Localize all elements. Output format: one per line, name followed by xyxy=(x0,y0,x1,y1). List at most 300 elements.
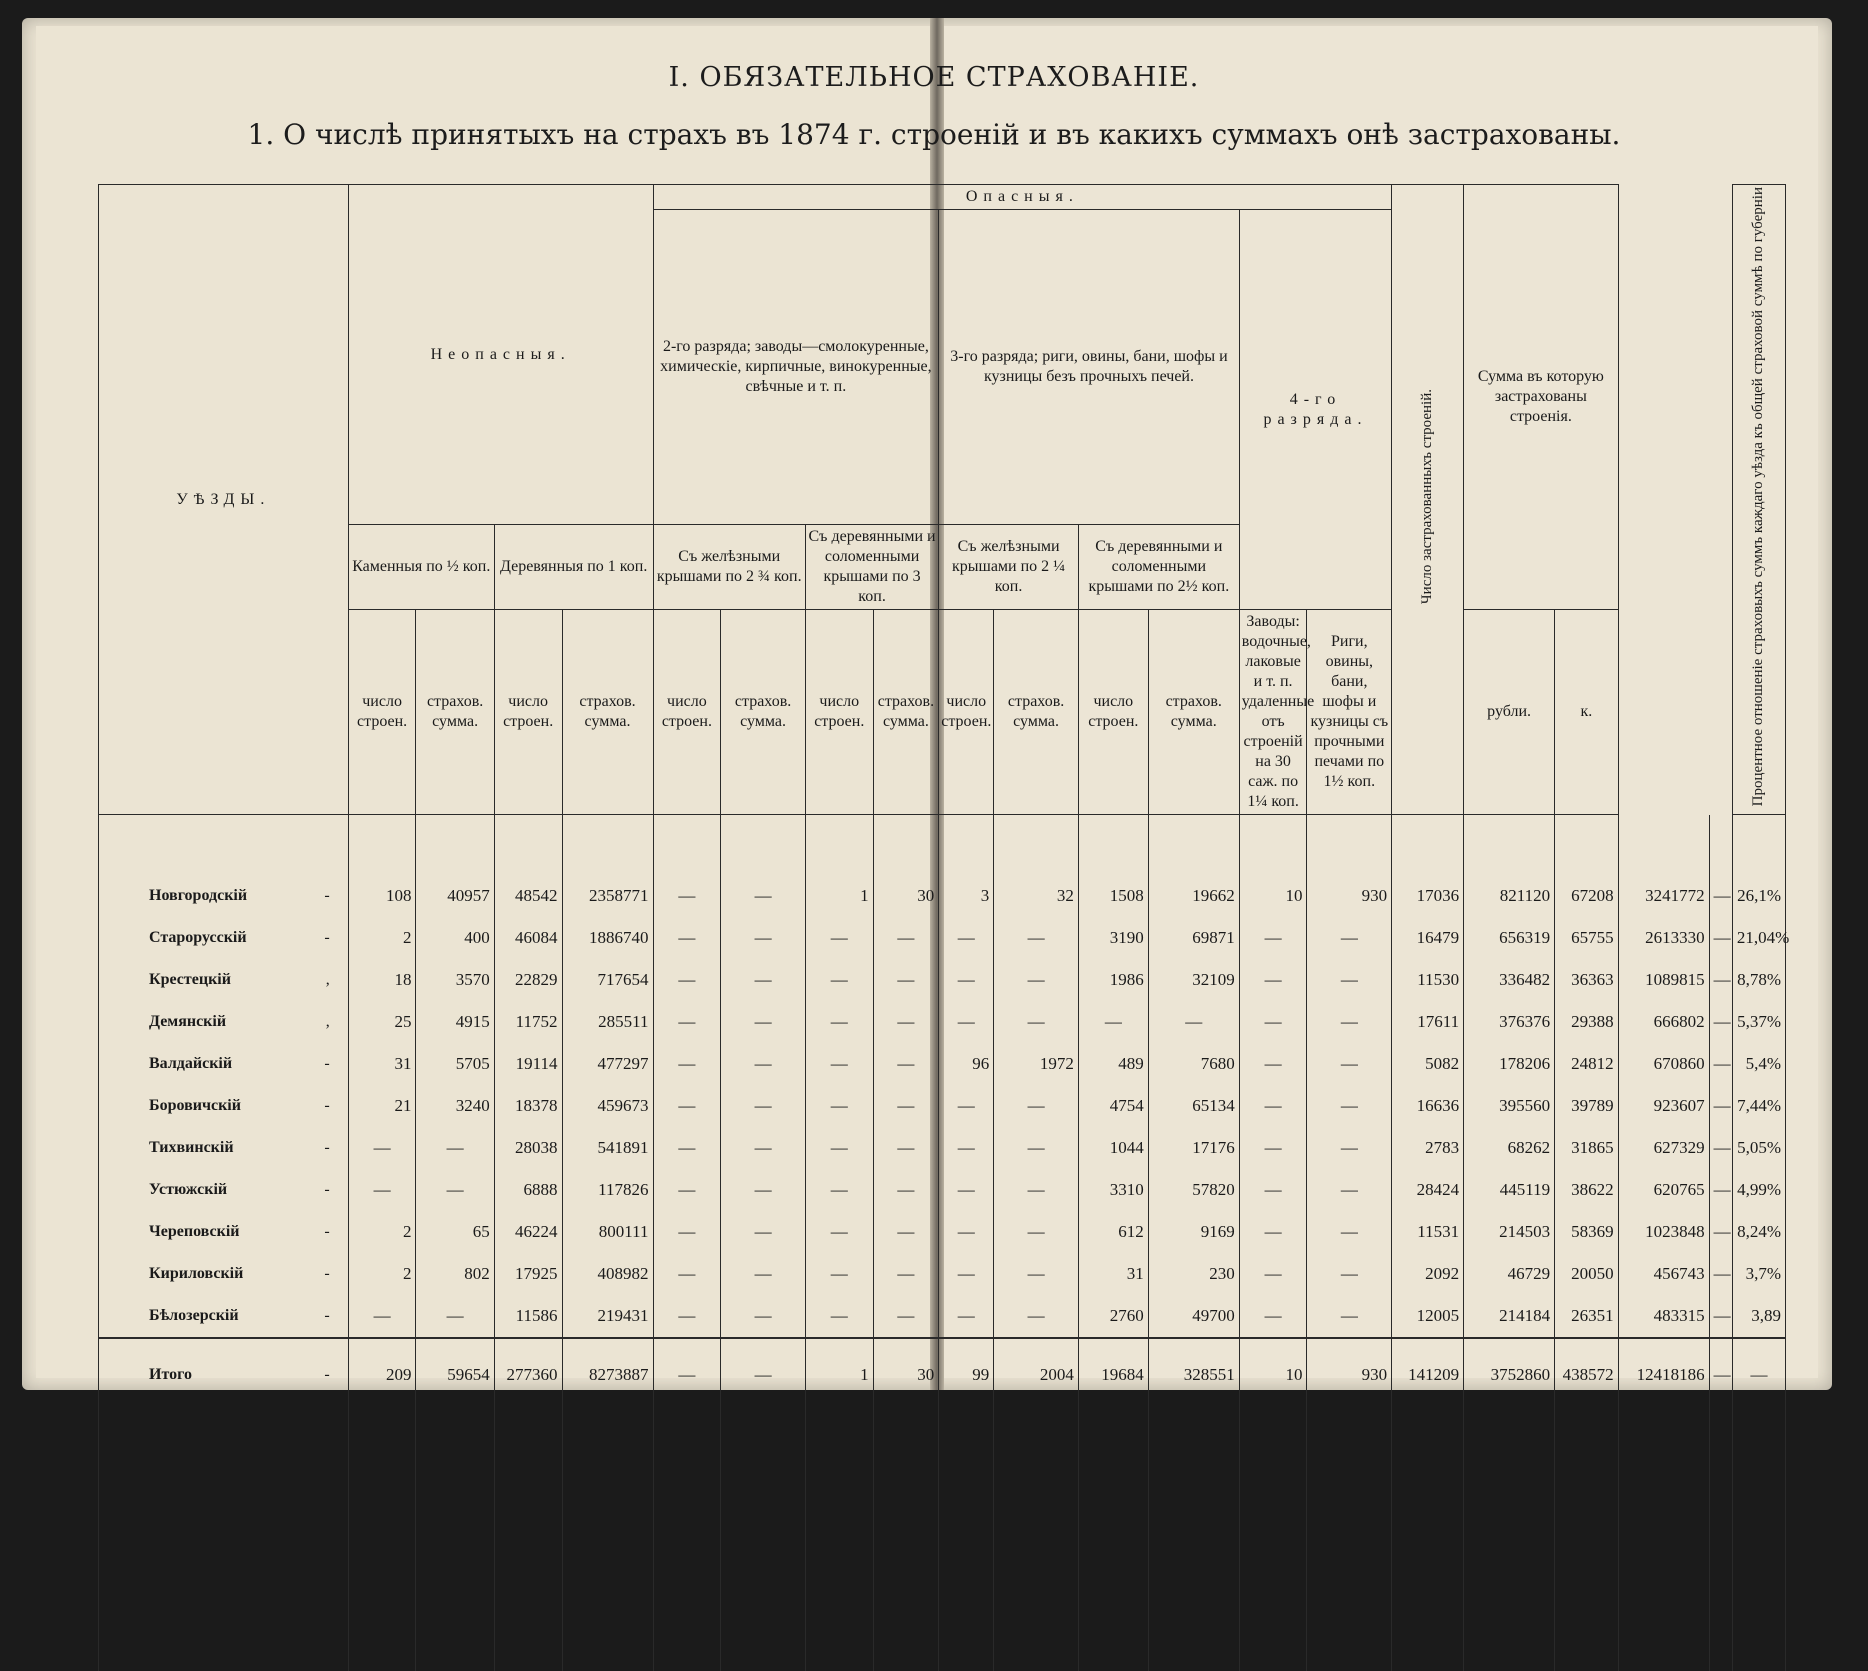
table-cell: 67208 xyxy=(1555,815,1619,918)
table-cell: — xyxy=(1239,1295,1307,1338)
table-cell: 5082 xyxy=(1392,1043,1464,1085)
table-cell: 328551 xyxy=(1148,1338,1239,1411)
table-cell: — xyxy=(1307,917,1392,959)
header-chislo: число строен. xyxy=(939,610,994,815)
table-cell: 17611 xyxy=(1392,1001,1464,1043)
table-cell: 2 xyxy=(348,1253,416,1295)
table-cell: — xyxy=(994,1001,1079,1043)
table-cell: 31865 xyxy=(1555,1127,1619,1169)
table-cell xyxy=(1148,1411,1239,1671)
table-cell xyxy=(348,1411,416,1671)
district-name-text: Крестецкій xyxy=(149,971,231,989)
table-cell: — xyxy=(653,1127,721,1169)
table-cell: — xyxy=(653,1338,721,1411)
district-name-text: Новгородскій xyxy=(149,887,248,905)
table-cell: — xyxy=(653,1253,721,1295)
district-mark: - xyxy=(324,887,330,905)
table-cell: 395560 xyxy=(1464,1085,1555,1127)
header-4razryad: 4-го разряда. xyxy=(1239,210,1391,610)
table-cell: 656319 xyxy=(1464,917,1555,959)
table-cell: — xyxy=(1307,1127,1392,1169)
table-cell: — xyxy=(1709,1338,1732,1411)
table-cell: — xyxy=(1307,1001,1392,1043)
table-cell: 19662 xyxy=(1148,815,1239,918)
insurance-table xyxy=(98,184,1790,1671)
table-cell: 68262 xyxy=(1464,1127,1555,1169)
table-cell xyxy=(721,1411,806,1671)
table-cell: — xyxy=(1709,917,1732,959)
table-cell: 612 xyxy=(1078,1211,1148,1253)
table-cell: 483315 xyxy=(1618,1295,1709,1338)
table-cell: 10 xyxy=(1239,815,1307,918)
table-cell: 19684 xyxy=(1078,1338,1148,1411)
table-cell: 57820 xyxy=(1148,1169,1239,1211)
table-cell xyxy=(805,1411,873,1671)
table-cell: — xyxy=(1148,1001,1239,1043)
header-strakh: страхов. сумма. xyxy=(873,610,939,815)
table-cell: 21,04% xyxy=(1732,917,1785,959)
table-cell: — xyxy=(873,959,939,1001)
table-cell: — xyxy=(1307,1211,1392,1253)
table-cell xyxy=(494,1411,562,1671)
table-cell: 2004 xyxy=(994,1338,1079,1411)
table-cell: 11530 xyxy=(1392,959,1464,1001)
header-zhelez-234: Съ желѣзными крышами по 2 ¾ коп. xyxy=(653,525,805,610)
table-cell: 26,1% xyxy=(1732,815,1785,918)
header-zavody-114: Заводы: водочные, лаковые и т. п. удаленные отъ строеній на 30 саж. по 1¼ коп. xyxy=(1239,610,1307,815)
table-cell: 65134 xyxy=(1148,1085,1239,1127)
header-chislo: число строен. xyxy=(1078,610,1148,815)
district-name xyxy=(99,917,349,959)
table-cell: 32109 xyxy=(1148,959,1239,1001)
table-cell xyxy=(1709,1411,1732,1671)
table-cell: — xyxy=(873,1127,939,1169)
district-name xyxy=(99,1085,349,1127)
table-cell: — xyxy=(805,1211,873,1253)
table-cell: — xyxy=(1307,1043,1392,1085)
table-cell: — xyxy=(805,1169,873,1211)
table-cell: — xyxy=(653,1001,721,1043)
total-row xyxy=(99,1338,1786,1411)
table-cell: 22829 xyxy=(494,959,562,1001)
table-cell: 12418186 xyxy=(1618,1338,1709,1411)
table-cell xyxy=(1732,1411,1785,1671)
table-cell: — xyxy=(1239,1043,1307,1085)
table-cell: 1508 xyxy=(1078,815,1148,918)
table-cell xyxy=(1464,1411,1555,1671)
table-cell: — xyxy=(1709,1127,1732,1169)
table-row xyxy=(99,1127,1786,1169)
table-cell: 489 xyxy=(1078,1043,1148,1085)
table-cell: — xyxy=(805,1253,873,1295)
table-cell: 620765 xyxy=(1618,1169,1709,1211)
table-cell: — xyxy=(994,1169,1079,1211)
table-cell: 108 xyxy=(348,815,416,918)
table-cell: — xyxy=(653,917,721,959)
table-cell xyxy=(1392,1411,1464,1671)
table-cell: 445119 xyxy=(1464,1169,1555,1211)
table-cell: — xyxy=(873,1085,939,1127)
table-cell: — xyxy=(873,1295,939,1338)
table-cell xyxy=(99,1411,349,1671)
table-cell: 16479 xyxy=(1392,917,1464,959)
district-mark: , xyxy=(325,1013,330,1031)
table-cell: 3240 xyxy=(416,1085,494,1127)
table-cell: — xyxy=(653,959,721,1001)
table-cell: — xyxy=(1709,1001,1732,1043)
table-title-text: 1. О числѣ принятыхъ на страхъ въ 1874 г. строеній и въ какихъ суммахъ онѣ застрахованы. xyxy=(247,118,1621,151)
table-cell: 821120 xyxy=(1464,815,1555,918)
table-cell: 4,99% xyxy=(1732,1169,1785,1211)
table-cell xyxy=(994,1411,1079,1671)
table-cell: — xyxy=(805,959,873,1001)
header-strakh: страхов. сумма. xyxy=(1148,610,1239,815)
table-cell: 3190 xyxy=(1078,917,1148,959)
table-cell: — xyxy=(939,1127,994,1169)
header-protsent xyxy=(1732,185,1785,815)
table-row xyxy=(99,815,1786,918)
table-cell: — xyxy=(873,1001,939,1043)
table-cell: — xyxy=(1239,1253,1307,1295)
header-zhelez-214: Съ желѣзными крышами по 2 ¼ коп. xyxy=(939,525,1079,610)
header-strakh: страхов. сумма. xyxy=(562,610,653,815)
header-neopasnye: Неопасныя. xyxy=(348,185,653,525)
table-cell: — xyxy=(1239,917,1307,959)
district-name xyxy=(99,1127,349,1169)
table-row xyxy=(99,1043,1786,1085)
table-cell: 230 xyxy=(1148,1253,1239,1295)
table-cell: 11752 xyxy=(494,1001,562,1043)
table-cell: — xyxy=(1709,1211,1732,1253)
table-cell: — xyxy=(348,1127,416,1169)
header-protsent-text: Процентное отношеніе страховыхъ суммъ каждаго уѣзда къ общей страховой суммѣ по губерніи xyxy=(1750,187,1767,807)
district-name-text: Череповскій xyxy=(149,1223,240,1241)
table-cell: 627329 xyxy=(1618,1127,1709,1169)
table-cell: 477297 xyxy=(562,1043,653,1085)
district-mark: - xyxy=(324,1055,330,1073)
table-cell: — xyxy=(348,1295,416,1338)
district-mark: , xyxy=(325,971,330,989)
district-name xyxy=(99,815,349,918)
table-cell xyxy=(1618,1411,1709,1671)
table-cell: — xyxy=(721,1169,806,1211)
table-cell: — xyxy=(653,815,721,918)
table-cell: — xyxy=(721,1295,806,1338)
table-cell: 670860 xyxy=(1618,1043,1709,1085)
table-cell: 10 xyxy=(1239,1338,1307,1411)
table-cell: 5,4% xyxy=(1732,1043,1785,1085)
table-cell xyxy=(1555,1411,1619,1671)
section-title xyxy=(0,62,1868,93)
table-cell: — xyxy=(721,1338,806,1411)
table-cell xyxy=(562,1411,653,1671)
header-summa: Сумма въ которую застрахованы строенія. xyxy=(1464,185,1619,610)
table-cell: 26351 xyxy=(1555,1295,1619,1338)
table-cell: 2 xyxy=(348,1211,416,1253)
header-spacer xyxy=(1618,610,1732,815)
table-cell: — xyxy=(653,1295,721,1338)
table-cell: 17925 xyxy=(494,1253,562,1295)
table-cell: — xyxy=(873,1211,939,1253)
header-chislo: число строен. xyxy=(653,610,721,815)
table-cell: 717654 xyxy=(562,959,653,1001)
district-name-text: Боровичскій xyxy=(149,1097,241,1115)
table-cell: 1886740 xyxy=(562,917,653,959)
table-cell: — xyxy=(416,1127,494,1169)
table-cell: 438572 xyxy=(1555,1338,1619,1411)
table-cell: 1044 xyxy=(1078,1127,1148,1169)
table-cell: — xyxy=(994,1253,1079,1295)
district-mark: - xyxy=(324,1223,330,1241)
header-solom-212: Съ деревянными и соломенными крышами по 2½ коп. xyxy=(1078,525,1239,610)
table-cell: 1 xyxy=(805,815,873,918)
table-cell: — xyxy=(1239,1127,1307,1169)
table-cell: 3,89 xyxy=(1732,1295,1785,1338)
table-cell: 3 xyxy=(939,815,994,918)
table-cell: 36363 xyxy=(1555,959,1619,1001)
district-name xyxy=(99,1338,349,1411)
table-cell: 49700 xyxy=(1148,1295,1239,1338)
district-name xyxy=(99,959,349,1001)
table-cell: — xyxy=(721,1211,806,1253)
table-cell: — xyxy=(1732,1338,1785,1411)
table-cell: — xyxy=(416,1169,494,1211)
table-cell: — xyxy=(939,1169,994,1211)
header-opasnye: Опасныя. xyxy=(653,185,1392,210)
header-derevyannye: Деревянныя по 1 коп. xyxy=(494,525,653,610)
table-cell: 214503 xyxy=(1464,1211,1555,1253)
table-cell: 11586 xyxy=(494,1295,562,1338)
table-cell: 4915 xyxy=(416,1001,494,1043)
table-cell: 65755 xyxy=(1555,917,1619,959)
district-mark: - xyxy=(324,1181,330,1199)
table-cell: 65 xyxy=(416,1211,494,1253)
table-cell: 30 xyxy=(873,1338,939,1411)
table-cell: 802 xyxy=(416,1253,494,1295)
table-cell: 3310 xyxy=(1078,1169,1148,1211)
table-cell: — xyxy=(1078,1001,1148,1043)
table-cell xyxy=(416,1411,494,1671)
table-cell: — xyxy=(1709,815,1732,918)
table-cell: — xyxy=(994,1085,1079,1127)
table-cell: — xyxy=(1239,1169,1307,1211)
table-cell: 28424 xyxy=(1392,1169,1464,1211)
table-cell: 16636 xyxy=(1392,1085,1464,1127)
table-cell: 8,24% xyxy=(1732,1211,1785,1253)
header-kamennye: Каменныя по ½ коп. xyxy=(348,525,494,610)
table-cell: 541891 xyxy=(562,1127,653,1169)
table-cell: — xyxy=(721,1253,806,1295)
table-cell: 19114 xyxy=(494,1043,562,1085)
district-name-text: Бѣлозерскій xyxy=(149,1307,239,1325)
table-cell: — xyxy=(873,917,939,959)
table-cell: 219431 xyxy=(562,1295,653,1338)
table-cell: 408982 xyxy=(562,1253,653,1295)
table-cell: 59654 xyxy=(416,1338,494,1411)
district-mark: - xyxy=(324,1366,330,1384)
table-row xyxy=(99,917,1786,959)
district-name-text: Устюжскій xyxy=(149,1181,228,1199)
table-cell: 5,05% xyxy=(1732,1127,1785,1169)
table-cell: — xyxy=(1239,1211,1307,1253)
section-title-text: I. ОБЯЗАТЕЛЬНОЕ СТРАХОВАНІЕ. xyxy=(668,62,1200,93)
table-cell: — xyxy=(1709,1169,1732,1211)
table-blank-space xyxy=(99,1411,1786,1671)
table-cell: — xyxy=(1307,959,1392,1001)
table-cell: — xyxy=(1709,1253,1732,1295)
table-cell: 3,7% xyxy=(1732,1253,1785,1295)
table-cell: — xyxy=(653,1169,721,1211)
table-cell: 3241772 xyxy=(1618,815,1709,918)
table-cell: 214184 xyxy=(1464,1295,1555,1338)
table-cell: — xyxy=(939,959,994,1001)
table-cell: 141209 xyxy=(1392,1338,1464,1411)
table-cell: 7,44% xyxy=(1732,1085,1785,1127)
district-name-text: Демянскій xyxy=(149,1013,227,1031)
table-cell: — xyxy=(994,1295,1079,1338)
table-cell: 2 xyxy=(348,917,416,959)
table-cell: — xyxy=(805,1085,873,1127)
table-cell: 178206 xyxy=(1464,1043,1555,1085)
table-cell: — xyxy=(939,1295,994,1338)
table-cell: 117826 xyxy=(562,1169,653,1211)
header-rigi-112: Риги, овины, бани, шофы и кузницы съ прочными печами по 1½ коп. xyxy=(1307,610,1392,815)
table-cell: — xyxy=(1307,1295,1392,1338)
table-cell: — xyxy=(416,1295,494,1338)
table-cell: 17176 xyxy=(1148,1127,1239,1169)
table-cell: — xyxy=(721,1085,806,1127)
district-mark: - xyxy=(324,1097,330,1115)
table-cell xyxy=(939,1411,994,1671)
header-strakh: страхов. сумма. xyxy=(721,610,806,815)
table-cell: 96 xyxy=(939,1043,994,1085)
table-cell: 6888 xyxy=(494,1169,562,1211)
table-cell: — xyxy=(1307,1253,1392,1295)
table-cell: 32 xyxy=(994,815,1079,918)
header-chislo: число строен. xyxy=(805,610,873,815)
table-body xyxy=(99,815,1790,1671)
table-cell: — xyxy=(873,1169,939,1211)
table-cell: 11531 xyxy=(1392,1211,1464,1253)
header-chislo-total xyxy=(1392,185,1464,815)
header-chislo-total-text: Число застрахованныхъ строеній. xyxy=(1419,389,1435,605)
table-cell: 666802 xyxy=(1618,1001,1709,1043)
table-row xyxy=(99,1295,1786,1338)
table-cell: — xyxy=(1239,959,1307,1001)
table-cell: — xyxy=(994,917,1079,959)
table-cell: 25 xyxy=(348,1001,416,1043)
table-cell: 1986 xyxy=(1078,959,1148,1001)
district-name xyxy=(99,1295,349,1338)
table-cell: 31 xyxy=(348,1043,416,1085)
district-mark: - xyxy=(324,1265,330,1283)
table-cell: 18 xyxy=(348,959,416,1001)
table-cell: 3570 xyxy=(416,959,494,1001)
table-cell: 5,37% xyxy=(1732,1001,1785,1043)
table-cell: 17036 xyxy=(1392,815,1464,918)
table-cell: — xyxy=(805,917,873,959)
table-cell: — xyxy=(994,1211,1079,1253)
table-row xyxy=(99,1211,1786,1253)
table-cell: — xyxy=(1239,1085,1307,1127)
table-cell: 8273887 xyxy=(562,1338,653,1411)
table-cell: — xyxy=(939,917,994,959)
table-cell: — xyxy=(873,1043,939,1085)
table-cell: — xyxy=(721,815,806,918)
header-3razryad: 3-го разряда; риги, овины, бани, шофы и кузницы безъ прочныхъ печей. xyxy=(939,210,1240,525)
table-cell: 58369 xyxy=(1555,1211,1619,1253)
header-chislo: число строен. xyxy=(348,610,416,815)
table-cell: 9169 xyxy=(1148,1211,1239,1253)
header-chislo: число строен. xyxy=(494,610,562,815)
table-cell: 4754 xyxy=(1078,1085,1148,1127)
table-cell xyxy=(1239,1411,1307,1671)
table-cell: 31 xyxy=(1078,1253,1148,1295)
table-row xyxy=(99,1169,1786,1211)
table-cell: — xyxy=(873,1253,939,1295)
district-mark: - xyxy=(324,929,330,947)
table-cell: 2783 xyxy=(1392,1127,1464,1169)
district-mark: - xyxy=(324,1139,330,1157)
table-row xyxy=(99,959,1786,1001)
table-cell: 46224 xyxy=(494,1211,562,1253)
district-mark: - xyxy=(324,1307,330,1325)
header-2razryad: 2-го разряда; заводы—смолокуренные, химическіе, кирпичные, винокуренные, свѣчные и т. п. xyxy=(653,210,939,525)
table-cell: — xyxy=(805,1295,873,1338)
district-name-text: Тихвинскій xyxy=(149,1139,234,1157)
header-uezdy: УѢЗДЫ. xyxy=(99,185,349,815)
table-cell: — xyxy=(939,1001,994,1043)
table-cell xyxy=(1307,1411,1392,1671)
district-name-text: Кириловскій xyxy=(149,1265,244,1283)
district-name-text: Старорусскій xyxy=(149,929,247,947)
header-strakh: страхов. сумма. xyxy=(416,610,494,815)
header-spacer xyxy=(1618,185,1732,610)
table-cell: 99 xyxy=(939,1338,994,1411)
table-cell: 285511 xyxy=(562,1001,653,1043)
table-cell: — xyxy=(1709,1085,1732,1127)
table-cell: — xyxy=(721,959,806,1001)
table-cell: — xyxy=(805,1043,873,1085)
table-cell: 8,78% xyxy=(1732,959,1785,1001)
table-cell: — xyxy=(1239,1001,1307,1043)
table-cell: 1 xyxy=(805,1338,873,1411)
table-cell xyxy=(653,1411,721,1671)
district-name xyxy=(99,1169,349,1211)
header-kop: к. xyxy=(1555,610,1619,815)
table-cell: 29388 xyxy=(1555,1001,1619,1043)
district-name xyxy=(99,1001,349,1043)
table-cell: — xyxy=(1709,1295,1732,1338)
table-cell: 12005 xyxy=(1392,1295,1464,1338)
header-rubli: рубли. xyxy=(1464,610,1555,815)
table-cell: 30 xyxy=(873,815,939,918)
table-cell: 3752860 xyxy=(1464,1338,1555,1411)
table-cell: 2358771 xyxy=(562,815,653,918)
district-name-text: Итого xyxy=(149,1366,192,1384)
district-name xyxy=(99,1043,349,1085)
table-cell: 376376 xyxy=(1464,1001,1555,1043)
table-cell: — xyxy=(653,1043,721,1085)
header-solom-3: Съ деревянными и соломенными крышами по 3 коп. xyxy=(805,525,938,610)
table-cell: 24812 xyxy=(1555,1043,1619,1085)
table-cell: 38622 xyxy=(1555,1169,1619,1211)
table-cell: — xyxy=(939,1211,994,1253)
table-cell: 46729 xyxy=(1464,1253,1555,1295)
table-cell: — xyxy=(939,1253,994,1295)
table-cell: 400 xyxy=(416,917,494,959)
table-cell: 930 xyxy=(1307,815,1392,918)
